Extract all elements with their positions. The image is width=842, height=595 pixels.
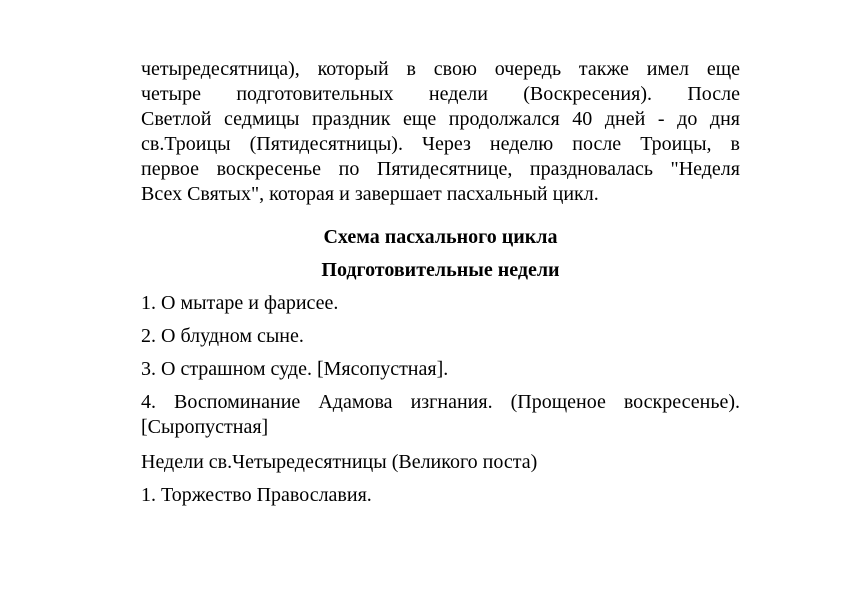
- list-item-line: [Сыропустная]: [141, 416, 269, 438]
- preparatory-weeks-heading: Подготовительные недели: [321, 259, 560, 281]
- list-item-line: 4. Воспоминание Адамова изгнания. (Прощеное воскресенье).: [141, 391, 740, 413]
- list-item: 2. О блудном сыне.: [141, 325, 304, 347]
- lent-weeks-heading: Недели св.Четыредесятницы (Великого поста): [141, 451, 538, 473]
- list-item: 1. Торжество Православия.: [141, 484, 372, 506]
- intro-paragraph: [141, 57, 740, 207]
- intro-line: Светлой седмицы праздник еще продолжался 40 дней - до дня: [141, 108, 740, 130]
- list-item-4: [141, 390, 740, 440]
- intro-line: четыре подготовительных недели (Воскресения). После: [141, 83, 740, 105]
- scheme-heading: Схема пасхального цикла: [323, 226, 558, 248]
- list-item: 3. О страшном суде. [Мясопустная].: [141, 358, 449, 380]
- intro-line: Всех Святых", которая и завершает пасхальный цикл.: [141, 183, 599, 205]
- intro-line: св.Троицы (Пятидесятницы). Через неделю после Троицы, в: [141, 133, 740, 155]
- list-item: 1. О мытаре и фарисее.: [141, 292, 339, 314]
- intro-line: четыредесятница), который в свою очередь также имел еще: [141, 58, 740, 80]
- intro-line: первое воскресенье по Пятидесятнице, праздновалась "Неделя: [141, 158, 740, 180]
